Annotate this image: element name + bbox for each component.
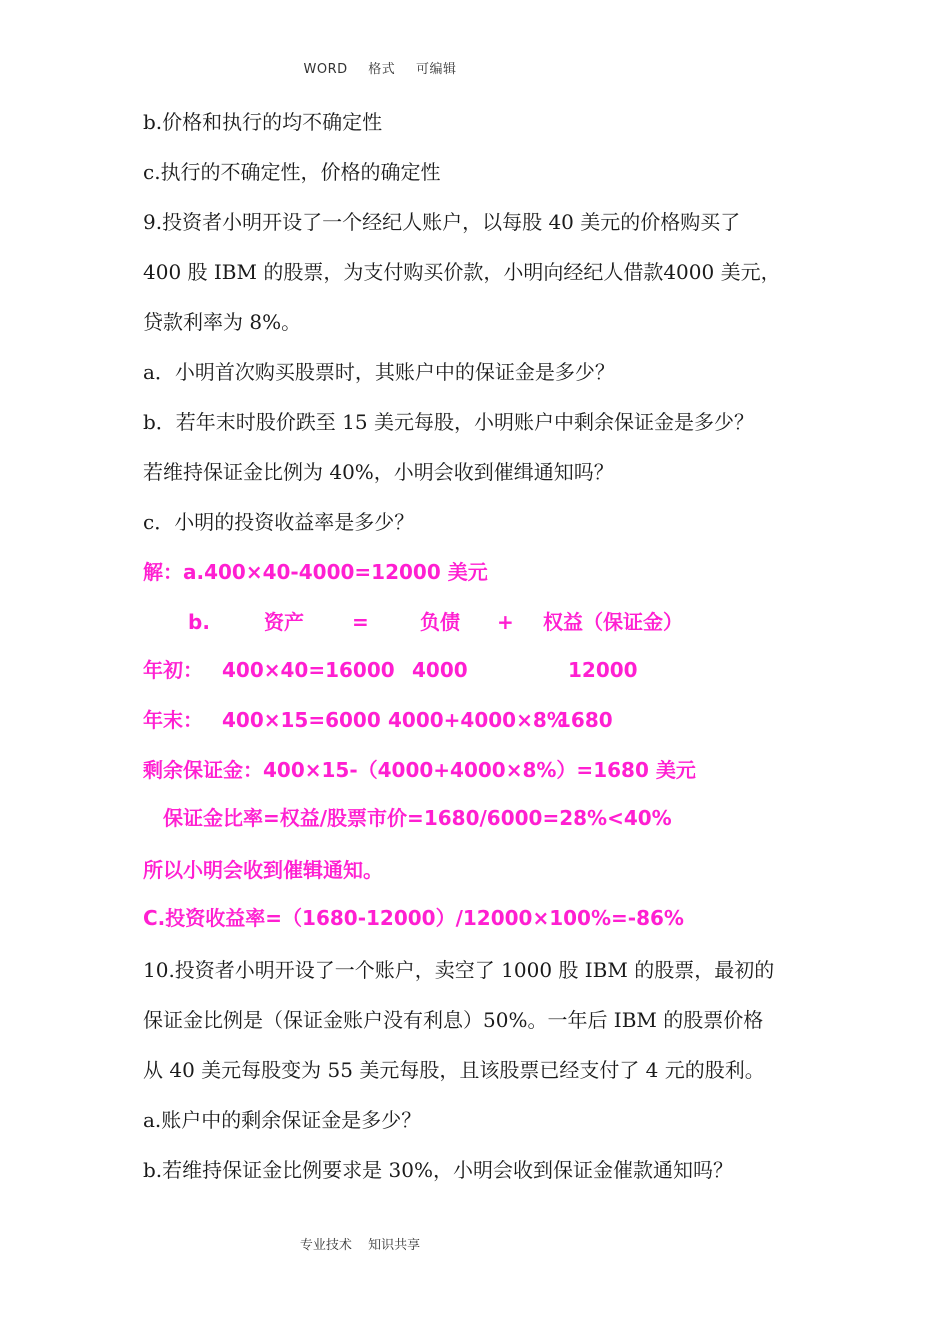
question-10-part-a: a.账户中的剩余保证金是多少？ bbox=[143, 1108, 422, 1132]
question-9-part-a: a．小明首次购买股票时，其账户中的保证金是多少？ bbox=[143, 360, 615, 384]
header-plus: + bbox=[497, 610, 514, 634]
footer-share: 知识共享 bbox=[368, 1238, 421, 1253]
question-9-part-b: b．若年末时股价跌至 15 美元每股，小明账户中剩余保证金是多少？ bbox=[143, 410, 754, 434]
header-assets: 资产 bbox=[264, 610, 304, 634]
page-header bbox=[0, 58, 760, 77]
question-10-part-b: b.若维持保证金比例要求是 30%，小明会收到保证金催款通知吗？ bbox=[143, 1158, 733, 1182]
balance-sheet-header bbox=[0, 608, 760, 636]
header-equity: 权益（保证金） bbox=[543, 610, 683, 634]
return-rate: C.投资收益率=（1680-12000）/12000×100%=-86% bbox=[143, 906, 684, 930]
page-footer bbox=[0, 1234, 720, 1253]
question-9-line-1: 9.投资者小明开设了一个经纪人账户，以每股 40 美元的价格购买了 bbox=[143, 210, 741, 234]
header-liabilities: 负债 bbox=[420, 610, 460, 634]
header-editable: 可编辑 bbox=[415, 62, 457, 77]
row-start-equity: 12000 bbox=[568, 658, 638, 682]
header-label-b: b. bbox=[188, 610, 210, 634]
row-start-label: 年初： bbox=[143, 658, 203, 682]
row-start-assets: 400×40=16000 bbox=[222, 658, 395, 682]
question-10-line-3: 从 40 美元每股变为 55 美元每股，且该股票已经支付了 4 元的股利。 bbox=[143, 1058, 765, 1082]
balance-sheet-row-start bbox=[0, 656, 760, 684]
row-end-label: 年末： bbox=[143, 708, 203, 732]
header-equals: = bbox=[352, 610, 369, 634]
row-end-equity: 1680 bbox=[557, 708, 613, 732]
row-start-liabilities: 4000 bbox=[412, 658, 468, 682]
question-9-line-2: 400 股 IBM 的股票，为支付购买价款，小明向经纪人借款4000 美元， bbox=[143, 260, 781, 284]
question-10-line-1: 10.投资者小明开设了一个账户，卖空了 1000 股 IBM 的股票，最初的 bbox=[143, 958, 775, 982]
margin-ratio: 保证金比率=权益/股票市价=1680/6000=28%<40% bbox=[163, 806, 672, 830]
answer-a: 解：a.400×40-4000=12000 美元 bbox=[143, 560, 488, 584]
header-word: WORD bbox=[303, 62, 348, 77]
row-end-assets: 400×15=6000 bbox=[222, 708, 381, 732]
option-b-line: b.价格和执行的均不确定性 bbox=[143, 110, 383, 134]
question-10-line-2: 保证金比例是（保证金账户没有利息）50%。一年后 IBM 的股票价格 bbox=[143, 1008, 764, 1032]
footer-tech: 专业技术 bbox=[299, 1238, 352, 1253]
question-9-part-c: c．小明的投资收益率是多少？ bbox=[143, 510, 415, 534]
remaining-margin: 剩余保证金：400×15-（4000+4000×8%）=1680 美元 bbox=[143, 758, 696, 782]
header-format: 格式 bbox=[368, 62, 396, 77]
option-c-line: c.执行的不确定性，价格的确定性 bbox=[143, 160, 441, 184]
question-9-line-3: 贷款利率为 8%。 bbox=[143, 310, 302, 334]
row-end-liabilities: 4000+4000×8% bbox=[388, 708, 567, 732]
margin-call-conclusion: 所以小明会收到催辑通知。 bbox=[143, 858, 383, 882]
balance-sheet-row-end bbox=[0, 706, 760, 734]
question-9-part-b-cont: 若维持保证金比例为 40%，小明会收到催缉通知吗？ bbox=[143, 460, 614, 484]
